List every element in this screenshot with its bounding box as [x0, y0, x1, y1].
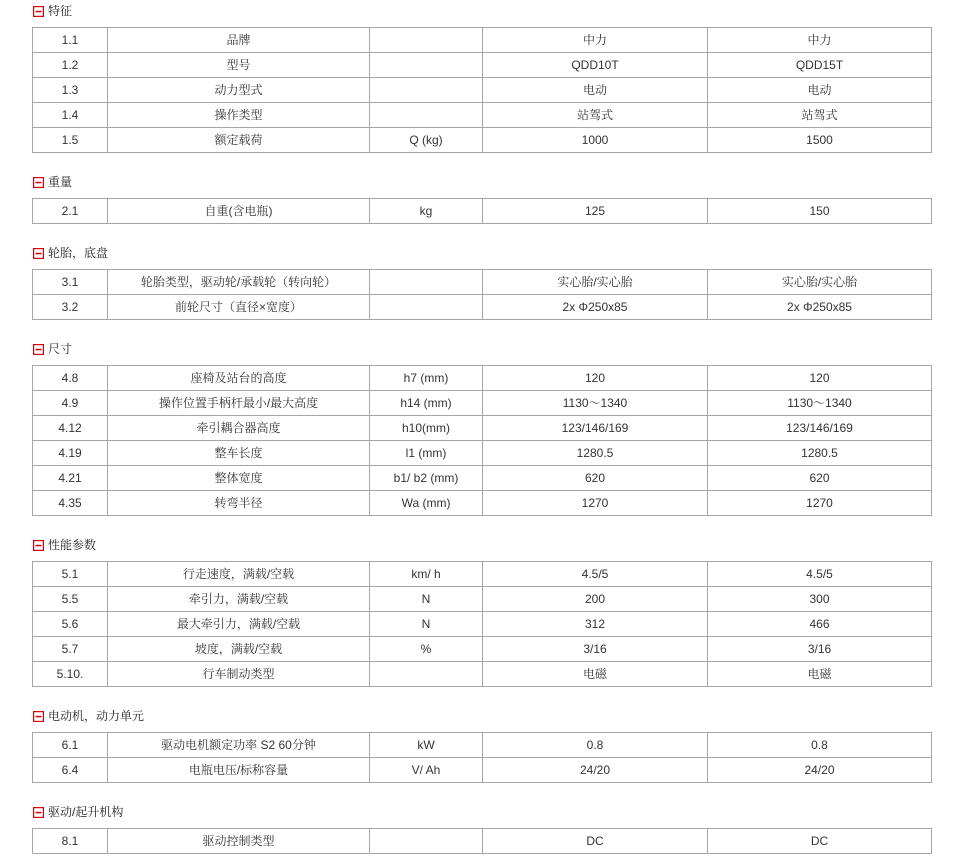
value-model-1: 1130～1340 [483, 391, 708, 416]
value-model-1: 125 [483, 199, 708, 224]
item-name: 整车长度 [108, 441, 370, 466]
value-model-1: 312 [483, 612, 708, 637]
item-unit [370, 295, 483, 320]
item-number: 2.1 [33, 199, 108, 224]
item-name: 型号 [108, 53, 370, 78]
table-row [33, 128, 932, 153]
collapse-icon[interactable] [33, 711, 44, 722]
section-header [0, 708, 955, 724]
item-unit: h10(mm) [370, 416, 483, 441]
value-model-1: 123/146/169 [483, 416, 708, 441]
item-unit: l1 (mm) [370, 441, 483, 466]
item-number: 4.9 [33, 391, 108, 416]
section-tires-chassis [0, 245, 955, 320]
item-unit: Q (kg) [370, 128, 483, 153]
item-name: 座椅及站台的高度 [108, 366, 370, 391]
item-unit [370, 270, 483, 295]
table-row [33, 441, 932, 466]
section-title: 特征 [48, 4, 73, 18]
item-number: 6.1 [33, 733, 108, 758]
spec-table [32, 27, 932, 153]
value-model-1: 3/16 [483, 637, 708, 662]
item-number: 4.19 [33, 441, 108, 466]
item-unit [370, 28, 483, 53]
value-model-1: QDD10T [483, 53, 708, 78]
item-name: 操作类型 [108, 103, 370, 128]
value-model-2: 466 [708, 612, 932, 637]
section-header [0, 3, 955, 19]
item-name: 坡度，满载/空载 [108, 637, 370, 662]
value-model-2: 24/20 [708, 758, 932, 783]
spec-table [32, 561, 932, 687]
table-row [33, 587, 932, 612]
value-model-2: QDD15T [708, 53, 932, 78]
collapse-icon[interactable] [33, 6, 44, 17]
item-name: 轮胎类型，驱动轮/承载轮（转向轮） [108, 270, 370, 295]
item-unit [370, 78, 483, 103]
item-name: 前轮尺寸（直径×宽度） [108, 295, 370, 320]
value-model-2: 电磁 [708, 662, 932, 687]
value-model-2: 实心胎/实心胎 [708, 270, 932, 295]
table-row [33, 612, 932, 637]
item-name: 动力型式 [108, 78, 370, 103]
table-row [33, 466, 932, 491]
spec-table [32, 198, 932, 224]
value-model-1: DC [483, 829, 708, 854]
item-name: 自重(含电瓶) [108, 199, 370, 224]
item-unit [370, 829, 483, 854]
value-model-2: 150 [708, 199, 932, 224]
table-row [33, 53, 932, 78]
value-model-2: 3/16 [708, 637, 932, 662]
item-name: 最大牵引力，满载/空载 [108, 612, 370, 637]
value-model-2: 2x Φ250x85 [708, 295, 932, 320]
value-model-2: 123/146/169 [708, 416, 932, 441]
collapse-icon[interactable] [33, 540, 44, 551]
item-number: 8.1 [33, 829, 108, 854]
section-features [0, 3, 955, 153]
section-header [0, 174, 955, 190]
table-row [33, 270, 932, 295]
value-model-2: 1280.5 [708, 441, 932, 466]
item-number: 5.7 [33, 637, 108, 662]
item-unit [370, 103, 483, 128]
spec-table [32, 365, 932, 516]
item-unit: h14 (mm) [370, 391, 483, 416]
section-header [0, 537, 955, 553]
table-row [33, 199, 932, 224]
section-title: 电动机，动力单元 [48, 709, 145, 723]
item-unit: N [370, 612, 483, 637]
item-name: 牵引耦合器高度 [108, 416, 370, 441]
item-number: 1.5 [33, 128, 108, 153]
item-unit: kW [370, 733, 483, 758]
value-model-2: 中力 [708, 28, 932, 53]
value-model-2: 1270 [708, 491, 932, 516]
section-header [0, 804, 955, 820]
table-row [33, 829, 932, 854]
collapse-icon[interactable] [33, 344, 44, 355]
item-number: 5.1 [33, 562, 108, 587]
item-unit [370, 53, 483, 78]
item-unit: b1/ b2 (mm) [370, 466, 483, 491]
section-header [0, 341, 955, 357]
item-unit [370, 662, 483, 687]
value-model-2: 1500 [708, 128, 932, 153]
value-model-1: 620 [483, 466, 708, 491]
item-name: 牵引力，满载/空载 [108, 587, 370, 612]
item-number: 1.4 [33, 103, 108, 128]
item-name: 行车制动类型 [108, 662, 370, 687]
collapse-icon[interactable] [33, 807, 44, 818]
item-number: 4.12 [33, 416, 108, 441]
section-title: 轮胎，底盘 [48, 246, 109, 260]
table-row [33, 758, 932, 783]
value-model-1: 4.5/5 [483, 562, 708, 587]
value-model-1: 1280.5 [483, 441, 708, 466]
value-model-1: 24/20 [483, 758, 708, 783]
table-row [33, 733, 932, 758]
item-number: 5.5 [33, 587, 108, 612]
table-row [33, 562, 932, 587]
value-model-1: 2x Φ250x85 [483, 295, 708, 320]
item-unit: N [370, 587, 483, 612]
item-number: 5.6 [33, 612, 108, 637]
item-unit: % [370, 637, 483, 662]
item-unit: km/ h [370, 562, 483, 587]
table-row [33, 662, 932, 687]
value-model-1: 1000 [483, 128, 708, 153]
value-model-1: 1270 [483, 491, 708, 516]
item-name: 电瓶电压/标称容量 [108, 758, 370, 783]
item-number: 4.21 [33, 466, 108, 491]
table-row [33, 637, 932, 662]
spec-table [32, 269, 932, 320]
value-model-1: 电动 [483, 78, 708, 103]
section-title: 尺寸 [48, 342, 73, 356]
section-header [0, 245, 955, 261]
collapse-icon[interactable] [33, 248, 44, 259]
item-name: 额定载荷 [108, 128, 370, 153]
item-number: 4.8 [33, 366, 108, 391]
value-model-1: 站驾式 [483, 103, 708, 128]
item-name: 驱动控制类型 [108, 829, 370, 854]
item-unit: V/ Ah [370, 758, 483, 783]
value-model-1: 电磁 [483, 662, 708, 687]
item-number: 4.35 [33, 491, 108, 516]
section-electric-motor [0, 708, 955, 783]
section-weight [0, 174, 955, 224]
table-row [33, 103, 932, 128]
item-name: 品牌 [108, 28, 370, 53]
value-model-2: 4.5/5 [708, 562, 932, 587]
value-model-1: 120 [483, 366, 708, 391]
item-name: 转弯半径 [108, 491, 370, 516]
item-name: 整体宽度 [108, 466, 370, 491]
table-row [33, 28, 932, 53]
value-model-2: 300 [708, 587, 932, 612]
item-number: 3.1 [33, 270, 108, 295]
value-model-2: 站驾式 [708, 103, 932, 128]
table-row [33, 416, 932, 441]
section-title: 重量 [48, 175, 73, 189]
collapse-icon[interactable] [33, 177, 44, 188]
item-name: 操作位置手柄杆最小/最大高度 [108, 391, 370, 416]
table-row [33, 78, 932, 103]
item-unit: Wa (mm) [370, 491, 483, 516]
item-number: 6.4 [33, 758, 108, 783]
value-model-2: 1130～1340 [708, 391, 932, 416]
item-name: 行走速度，满载/空载 [108, 562, 370, 587]
value-model-1: 实心胎/实心胎 [483, 270, 708, 295]
value-model-2: 电动 [708, 78, 932, 103]
section-dimensions [0, 341, 955, 516]
item-number: 1.2 [33, 53, 108, 78]
section-drive-lift [0, 804, 955, 854]
value-model-2: 0.8 [708, 733, 932, 758]
value-model-1: 中力 [483, 28, 708, 53]
spec-table [32, 828, 932, 854]
table-row [33, 295, 932, 320]
item-number: 5.10. [33, 662, 108, 687]
value-model-1: 0.8 [483, 733, 708, 758]
item-number: 1.3 [33, 78, 108, 103]
table-row [33, 366, 932, 391]
item-unit: h7 (mm) [370, 366, 483, 391]
section-title: 驱动/起升机构 [48, 805, 124, 819]
item-number: 1.1 [33, 28, 108, 53]
item-name: 驱动电机额定功率 S2 60分钟 [108, 733, 370, 758]
section-title: 性能参数 [48, 538, 97, 552]
item-unit: kg [370, 199, 483, 224]
table-row [33, 391, 932, 416]
section-performance [0, 537, 955, 687]
spec-table [32, 732, 932, 783]
value-model-2: DC [708, 829, 932, 854]
value-model-1: 200 [483, 587, 708, 612]
value-model-2: 120 [708, 366, 932, 391]
table-row [33, 491, 932, 516]
value-model-2: 620 [708, 466, 932, 491]
item-number: 3.2 [33, 295, 108, 320]
